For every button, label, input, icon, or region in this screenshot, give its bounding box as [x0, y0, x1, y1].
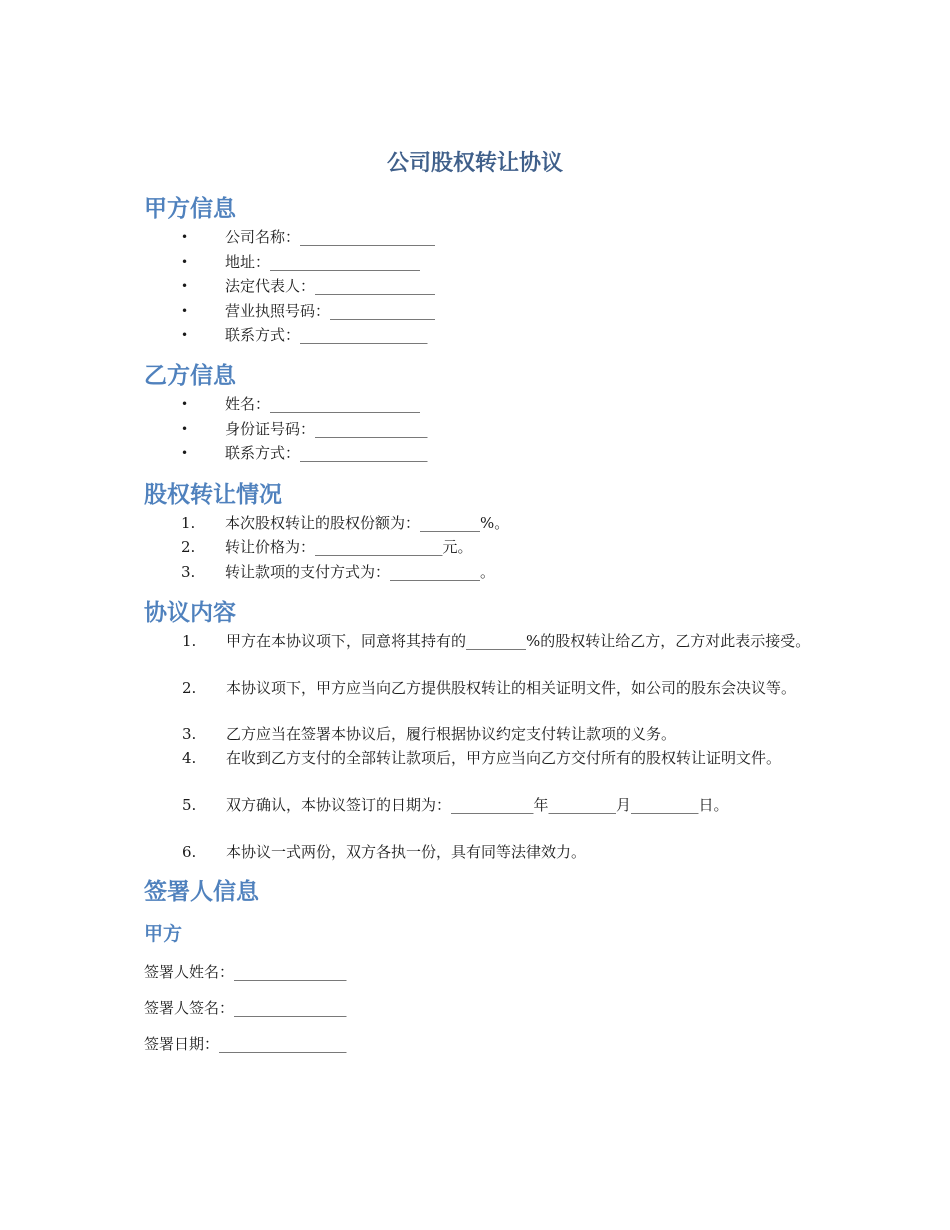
clause-text: 本协议一式两份，双方各执一份，具有同等法律效力。	[226, 843, 587, 861]
agreement-clause	[144, 746, 838, 770]
list-number: 2.	[181, 538, 196, 556]
bullet-marker: •	[181, 255, 189, 269]
bullet-marker: •	[181, 397, 189, 411]
list-item-license-number: 营业执照号码：______________	[225, 302, 436, 320]
clause-text: 双方确认，本协议签订的日期为：___________年_________月_________日。	[226, 796, 729, 814]
heading-agreement: 协议内容	[144, 600, 236, 626]
list-number: 1.	[181, 514, 196, 532]
heading-party-a: 甲方信息	[144, 196, 236, 222]
bullet-marker: •	[181, 446, 189, 460]
document-title: 公司股权转让协议	[386, 151, 563, 176]
clause-text: 甲方在本协议项下，同意将其持有的________%的股权转让给乙方，乙方对此表示接受。	[226, 632, 811, 650]
list-item-price: 转让价格为：_________________元。	[225, 538, 473, 556]
heading-signatory: 签署人信息	[144, 879, 259, 905]
heading-transfer: 股权转让情况	[144, 482, 282, 508]
list-number: 3.	[181, 563, 196, 581]
agreement-clause	[144, 722, 838, 746]
clause-text: 乙方应当在签署本协议后，履行根据协议约定支付转让款项的义务。	[226, 725, 677, 743]
bullet-marker: •	[181, 328, 189, 342]
clause-text: 在收到乙方支付的全部转让款项后，甲方应当向乙方交付所有的股权转让证明文件。	[226, 749, 782, 767]
list-item-legal-rep: 法定代表人：________________	[225, 277, 436, 295]
bullet-marker: •	[181, 422, 189, 436]
agreement-clause	[144, 793, 804, 817]
clause-number: 5.	[182, 796, 197, 814]
list-item-id-number: 身份证号码：_______________	[225, 420, 428, 438]
clause-text: 本协议项下，甲方应当向乙方提供股权转让的相关证明文件，如公司的股东会决议等。	[226, 679, 797, 697]
bullet-marker: •	[181, 279, 189, 293]
signatory-date-field: 签署日期：_________________	[144, 1035, 347, 1053]
list-item-name: 姓名：____________________	[225, 395, 421, 413]
bullet-marker: •	[181, 230, 189, 244]
clause-number: 1.	[182, 632, 197, 650]
agreement-clause	[144, 676, 838, 700]
list-item-address: 地址：____________________	[225, 253, 421, 271]
agreement-clause	[144, 840, 838, 864]
list-item-company-name: 公司名称：__________________	[225, 228, 436, 246]
subheading-party-a: 甲方	[144, 923, 183, 945]
clause-number: 6.	[182, 843, 197, 861]
list-item-contact: 联系方式：_________________	[225, 444, 428, 462]
list-item-payment: 转让款项的支付方式为：____________。	[225, 563, 496, 581]
list-item-contact: 联系方式：_________________	[225, 326, 428, 344]
clause-number: 4.	[182, 749, 197, 767]
heading-party-b: 乙方信息	[144, 363, 236, 389]
signatory-signature-field: 签署人签名：_______________	[144, 999, 347, 1017]
clause-number: 3.	[182, 725, 197, 743]
bullet-marker: •	[181, 304, 189, 318]
clause-number: 2.	[182, 679, 197, 697]
agreement-clause	[144, 629, 838, 653]
signatory-name-field: 签署人姓名：_______________	[144, 963, 347, 981]
list-item-share: 本次股权转让的股权份额为：________%。	[225, 514, 510, 532]
